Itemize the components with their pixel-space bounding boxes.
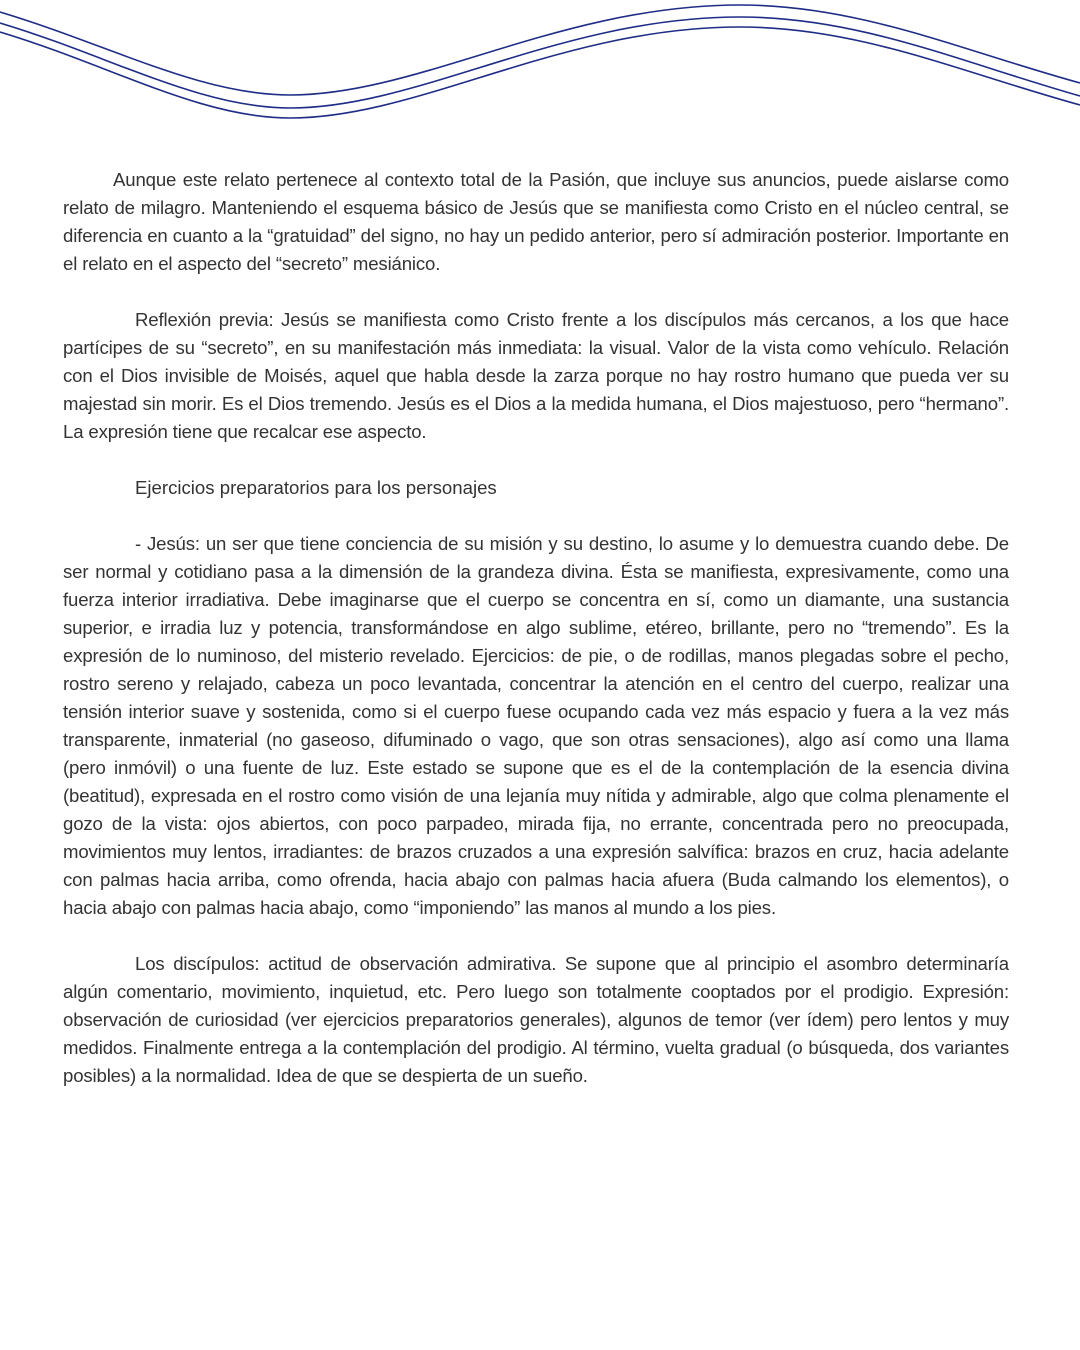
section-heading: Ejercicios preparatorios para los personajes [135,477,497,498]
wave-line-2 [0,17,1080,108]
document-body [63,166,1009,1118]
paragraph-intro: Aunque este relato pertenece al contexto total de la Pasión, que incluye sus anuncios, puede aislarse como relato de milagro. Manteniendo el esquema básico de Jesús que se manifiesta como Cristo en el núcleo central, se diferencia en cuanto a la “gratuidad” del signo, no hay un pedido anterior, pero sí admiración posterior. Importante en el relato en el aspecto del “secreto” mesiánico. [63,169,1009,274]
wave-line-3 [0,27,1080,118]
paragraph-reflexion: Reflexión previa: Jesús se manifiesta como Cristo frente a los discípulos más cercanos, a los que hace partícipes de su “secreto”, en su manifestación más inmediata: la visual. Valor de la vista como vehículo. Relación con el Dios invisible de Moisés, aquel que habla desde la zarza porque no hay rostro humano que pueda ver su majestad sin morir. Es el Dios tremendo. Jesús es el Dios a la medida humana, el Dios majestuoso, pero “hermano”. La expresión tiene que recalcar ese aspecto. [63,309,1009,442]
decorative-wave-lines [0,0,1080,140]
paragraph-jesus: - Jesús: un ser que tiene conciencia de su misión y su destino, lo asume y lo demuestra cuando debe. De ser normal y cotidiano pasa a la dimensión de la grandeza divina. Ésta se manifiesta, expresivamente, como una fuerza interior irradiativa. Debe imaginarse que el cuerpo se concentra en sí, como un diamante, una sustancia superior, e irradia luz y potencia, transformándose en algo sublime, etéreo, brillante, pero no “tremendo”. Es la expresión de lo numinoso, del misterio revelado. Ejercicios: de pie, o de rodillas, manos plegadas sobre el pecho, rostro sereno y relajado, cabeza un poco levantada, concentrar la atención en el centro del cuerpo, realizar una tensión interior suave y sostenida, como si el cuerpo fuese ocupando cada vez más espacio y fuera a la vez más transparente, inmaterial (no gaseoso, difuminado o vago, que son otras sensaciones), algo así como una llama (pero inmóvil) o una fuente de luz. Este estado se supone que es el de la contemplación de la esencia divina (beatitud), expresada en el rostro como visión de una lejanía muy nítida y admirable, algo que colma plenamente el gozo de la vista: ojos abiertos, con poco parpadeo, mirada fija, no errante, concentrada pero no preocupada, movimientos muy lentos, irradiantes: de brazos cruzados a una expresión salvífica: brazos en cruz, hacia adelante con palmas hacia arriba, como ofrenda, hacia abajo con palmas hacia afuera (Buda calmando los elementos), o hacia abajo con palmas hacia abajo, como “imponiendo” las manos al mundo a los pies. [63,533,1009,918]
paragraph-discipulos: Los discípulos: actitud de observación admirativa. Se supone que al principio el asombro determinaría algún comentario, movimiento, inquietud, etc. Pero luego son totalmente cooptados por el prodigio. Expresión: observación de curiosidad (ver ejercicios preparatorios generales), algunos de temor (ver ídem) pero lentos y muy medidos. Finalmente entrega a la contemplación del prodigio. Al término, vuelta gradual (o búsqueda, dos variantes posibles) a la normalidad. Idea de que se despierta de un sueño. [63,953,1009,1086]
